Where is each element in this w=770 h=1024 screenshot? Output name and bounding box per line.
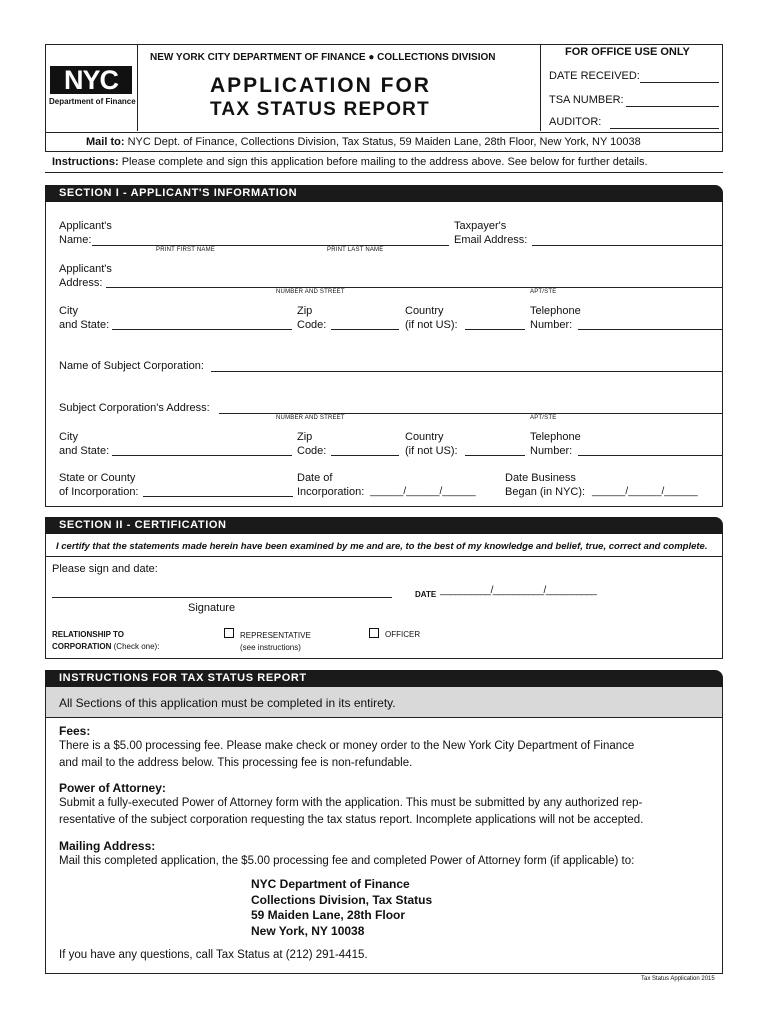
date-incorporation-label: Date of Incorporation: <box>297 472 365 498</box>
apt-ste-2: APT/STE <box>530 415 557 421</box>
all-sections-text: All Sections of this application must be completed in its entirety. <box>59 696 396 710</box>
fees-line1: There is a $5.00 processing fee. Please make check or money order to the New York City Department of Finance <box>59 740 635 752</box>
state-county-field[interactable] <box>143 496 293 497</box>
mailing-line: Mail this completed application, the $5.00 processing fee and completed Power of Attorney form (if applicable) to: <box>59 855 635 867</box>
relationship-label: RELATIONSHIP TO CORPORATION (Check one): <box>52 630 160 651</box>
date-received-field[interactable] <box>640 82 719 83</box>
auditor-field[interactable] <box>610 128 719 129</box>
country-field-2[interactable] <box>465 455 525 456</box>
officer-label: OFFICER <box>385 630 421 639</box>
section3-header <box>45 670 723 687</box>
tsa-number-label: TSA NUMBER: <box>549 94 624 106</box>
instructions-line <box>52 156 648 168</box>
department-line: NEW YORK CITY DEPARTMENT OF FINANCE ● COLLECTIONS DIVISION <box>150 52 496 63</box>
subject-corp-field[interactable] <box>211 371 722 372</box>
section2-title: SECTION II - CERTIFICATION <box>59 519 227 531</box>
header-divider-right <box>540 44 541 131</box>
city-state-label-1: City and State: <box>59 305 110 331</box>
mailing-address: NYC Department of Finance Collections Division, Tax Status 59 Maiden Lane, 28th Floor New York, NY 10038 <box>251 877 433 938</box>
country-label-2: Country (if not US): <box>405 431 458 457</box>
section1-header <box>45 185 723 202</box>
subject-addr-label: Subject Corporation's Address: <box>59 402 210 414</box>
fees-line2: and mail to the address below. This processing fee is non-refundable. <box>59 757 413 769</box>
mail-to-text: NYC Dept. of Finance, Collections Division, Tax Status, 59 Maiden Lane, 28th Floor, New York, NY 10038 <box>127 136 641 148</box>
country-field-1[interactable] <box>465 329 525 330</box>
date-received-label: DATE RECEIVED: <box>549 70 640 82</box>
instructions-text: Please complete and sign this application before mailing to the address above. See below for further details. <box>121 156 648 168</box>
title-line2: TAX STATUS REPORT <box>210 99 430 120</box>
please-sign-label: Please sign and date: <box>52 563 158 575</box>
zip-label-2: Zip Code: <box>297 431 327 457</box>
subject-corp-label: Name of Subject Corporation: <box>59 360 204 372</box>
print-last-name: PRINT LAST NAME <box>327 247 384 253</box>
logo: NYC <box>50 66 132 94</box>
signature-field[interactable] <box>52 597 392 598</box>
number-and-street-2: NUMBER AND STREET <box>276 415 345 421</box>
footer-label: Tax Status Application 2015 <box>641 976 715 982</box>
representative-checkbox[interactable] <box>224 628 234 638</box>
taxpayer-email-label: Taxpayer's Email Address: <box>454 220 528 246</box>
applicant-address-field[interactable] <box>106 287 722 288</box>
print-first-name: PRINT FIRST NAME <box>156 247 215 253</box>
header-divider-left <box>137 44 138 131</box>
officer-checkbox[interactable] <box>369 628 379 638</box>
instructions-underline <box>45 172 723 173</box>
date-label: DATE <box>415 590 437 599</box>
country-label-1: Country (if not US): <box>405 305 458 331</box>
section1-box <box>45 202 723 507</box>
section1-title: SECTION I - APPLICANT'S INFORMATION <box>59 187 298 199</box>
poa-line1: Submit a fully-executed Power of Attorney form with the application. This must be submitted by any authorized rep- <box>59 797 643 809</box>
zip-label-1: Zip Code: <box>297 305 327 331</box>
mail-to <box>86 136 641 148</box>
number-and-street-1: NUMBER AND STREET <box>276 289 345 295</box>
city-state-label-2: City and State: <box>59 431 110 457</box>
date-business-field[interactable]: ______/______/______ <box>592 486 698 497</box>
signature-label: Signature <box>188 602 236 614</box>
telephone-label-2: Telephone Number: <box>530 431 581 457</box>
representative-label: REPRESENTATIVE (see instructions) <box>240 631 311 652</box>
telephone-label-1: Telephone Number: <box>530 305 581 331</box>
telephone-field-1[interactable] <box>578 329 722 330</box>
zip-field-2[interactable] <box>331 455 399 456</box>
city-state-field-1[interactable] <box>112 329 292 330</box>
taxpayer-email-field[interactable] <box>532 245 722 246</box>
section3-title: INSTRUCTIONS FOR TAX STATUS REPORT <box>59 672 307 684</box>
telephone-field-2[interactable] <box>578 455 722 456</box>
section2-header <box>45 517 723 534</box>
title-line1: APPLICATION FOR <box>210 74 431 97</box>
applicant-name-field[interactable] <box>92 245 449 246</box>
fees-title: Fees: <box>59 724 91 738</box>
zip-field-1[interactable] <box>331 329 399 330</box>
instructions-label: Instructions: <box>52 156 119 168</box>
auditor-label: AUDITOR: <box>549 116 602 128</box>
questions-line: If you have any questions, call Tax Status at (212) 291-4415. <box>59 949 368 961</box>
city-state-field-2[interactable] <box>112 455 292 456</box>
state-county-label: State or County of Incorporation: <box>59 472 139 498</box>
applicant-name-label: Applicant's Name: <box>59 220 112 246</box>
subject-addr-field[interactable] <box>219 413 722 414</box>
date-field[interactable]: __________/__________/__________ <box>440 585 597 596</box>
mailing-title: Mailing Address: <box>59 839 156 853</box>
tsa-number-field[interactable] <box>626 106 719 107</box>
office-use-title: FOR OFFICE USE ONLY <box>565 46 690 58</box>
mail-to-label: Mail to: <box>86 136 125 148</box>
applicant-address-label: Applicant's Address: <box>59 263 112 289</box>
apt-ste-1: APT/STE <box>530 289 557 295</box>
date-business-label: Date Business Began (in NYC): <box>505 472 586 498</box>
date-incorporation-field[interactable]: ______/______/______ <box>370 486 476 497</box>
certify-text: I certify that the statements made herein have been examined by me and are, to the best of my knowledge and belief, true, correct and complete. <box>56 541 708 552</box>
poa-line2: resentative of the subject corporation requesting the tax status report. Incomplete applications will not be accepted. <box>59 814 644 826</box>
certify-divider <box>45 556 723 557</box>
poa-title: Power of Attorney: <box>59 781 166 795</box>
logo-subtitle: Department of Finance <box>49 97 136 106</box>
